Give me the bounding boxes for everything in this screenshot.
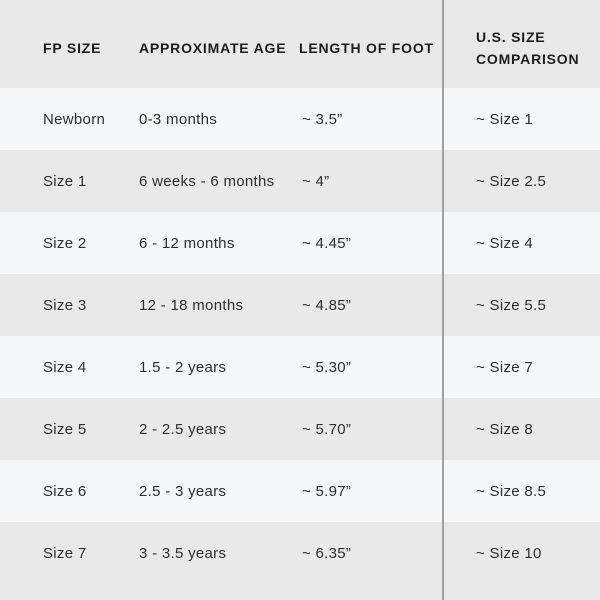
column-header-us-size-comparison: U.S. SIZE COMPARISON [476, 29, 580, 67]
cell-approximate-age: 2.5 - 3 years [139, 482, 227, 500]
cell-us-size: ~ Size 8 [476, 420, 534, 438]
column-header-fp-size: FP SIZE [43, 40, 102, 56]
table-row [0, 150, 600, 212]
table-row [0, 274, 600, 336]
cell-approximate-age: 3 - 3.5 years [139, 544, 227, 562]
table-row [0, 398, 600, 460]
cell-approximate-age: 1.5 - 2 years [139, 358, 227, 376]
header-row [0, 0, 600, 88]
cell-approximate-age: 6 - 12 months [139, 234, 235, 252]
cell-fp-size: Size 7 [43, 544, 87, 562]
cell-fp-size: Size 1 [43, 172, 87, 190]
cell-foot-length: ~ 5.97” [302, 482, 352, 500]
cell-foot-length: ~ 4.45” [302, 234, 352, 252]
cell-fp-size: Size 5 [43, 420, 87, 438]
column-header-length-of-foot: LENGTH OF FOOT [299, 40, 434, 56]
cell-fp-size: Size 4 [43, 358, 87, 376]
cell-fp-size: Size 3 [43, 296, 87, 314]
cell-approximate-age: 2 - 2.5 years [139, 420, 227, 438]
cell-us-size: ~ Size 10 [476, 544, 542, 562]
table-body [0, 88, 600, 600]
table-row [0, 212, 600, 274]
cell-foot-length: ~ 4.85” [302, 296, 352, 314]
cell-us-size: ~ Size 8.5 [476, 482, 547, 500]
column-header-approximate-age: APPROXIMATE AGE [139, 40, 287, 56]
table-row [0, 460, 600, 522]
cell-approximate-age: 12 - 18 months [139, 296, 244, 314]
column-divider [442, 0, 444, 600]
cell-us-size: ~ Size 4 [476, 234, 534, 252]
cell-foot-length: ~ 6.35” [302, 544, 352, 562]
cell-us-size: ~ Size 1 [476, 110, 534, 128]
cell-approximate-age: 6 weeks - 6 months [139, 172, 275, 190]
cell-fp-size: Newborn [43, 110, 106, 128]
cell-foot-length: ~ 5.30” [302, 358, 352, 376]
cell-us-size: ~ Size 7 [476, 358, 534, 376]
cell-fp-size: Size 2 [43, 234, 87, 252]
cell-fp-size: Size 6 [43, 482, 87, 500]
cell-us-size: ~ Size 2.5 [476, 172, 547, 190]
cell-foot-length: ~ 4” [302, 172, 330, 190]
table-row [0, 88, 600, 150]
table-row [0, 336, 600, 398]
cell-foot-length: ~ 5.70” [302, 420, 352, 438]
cell-us-size: ~ Size 5.5 [476, 296, 547, 314]
cell-approximate-age: 0-3 months [139, 110, 218, 128]
table-row [0, 522, 600, 600]
cell-foot-length: ~ 3.5” [302, 110, 343, 128]
